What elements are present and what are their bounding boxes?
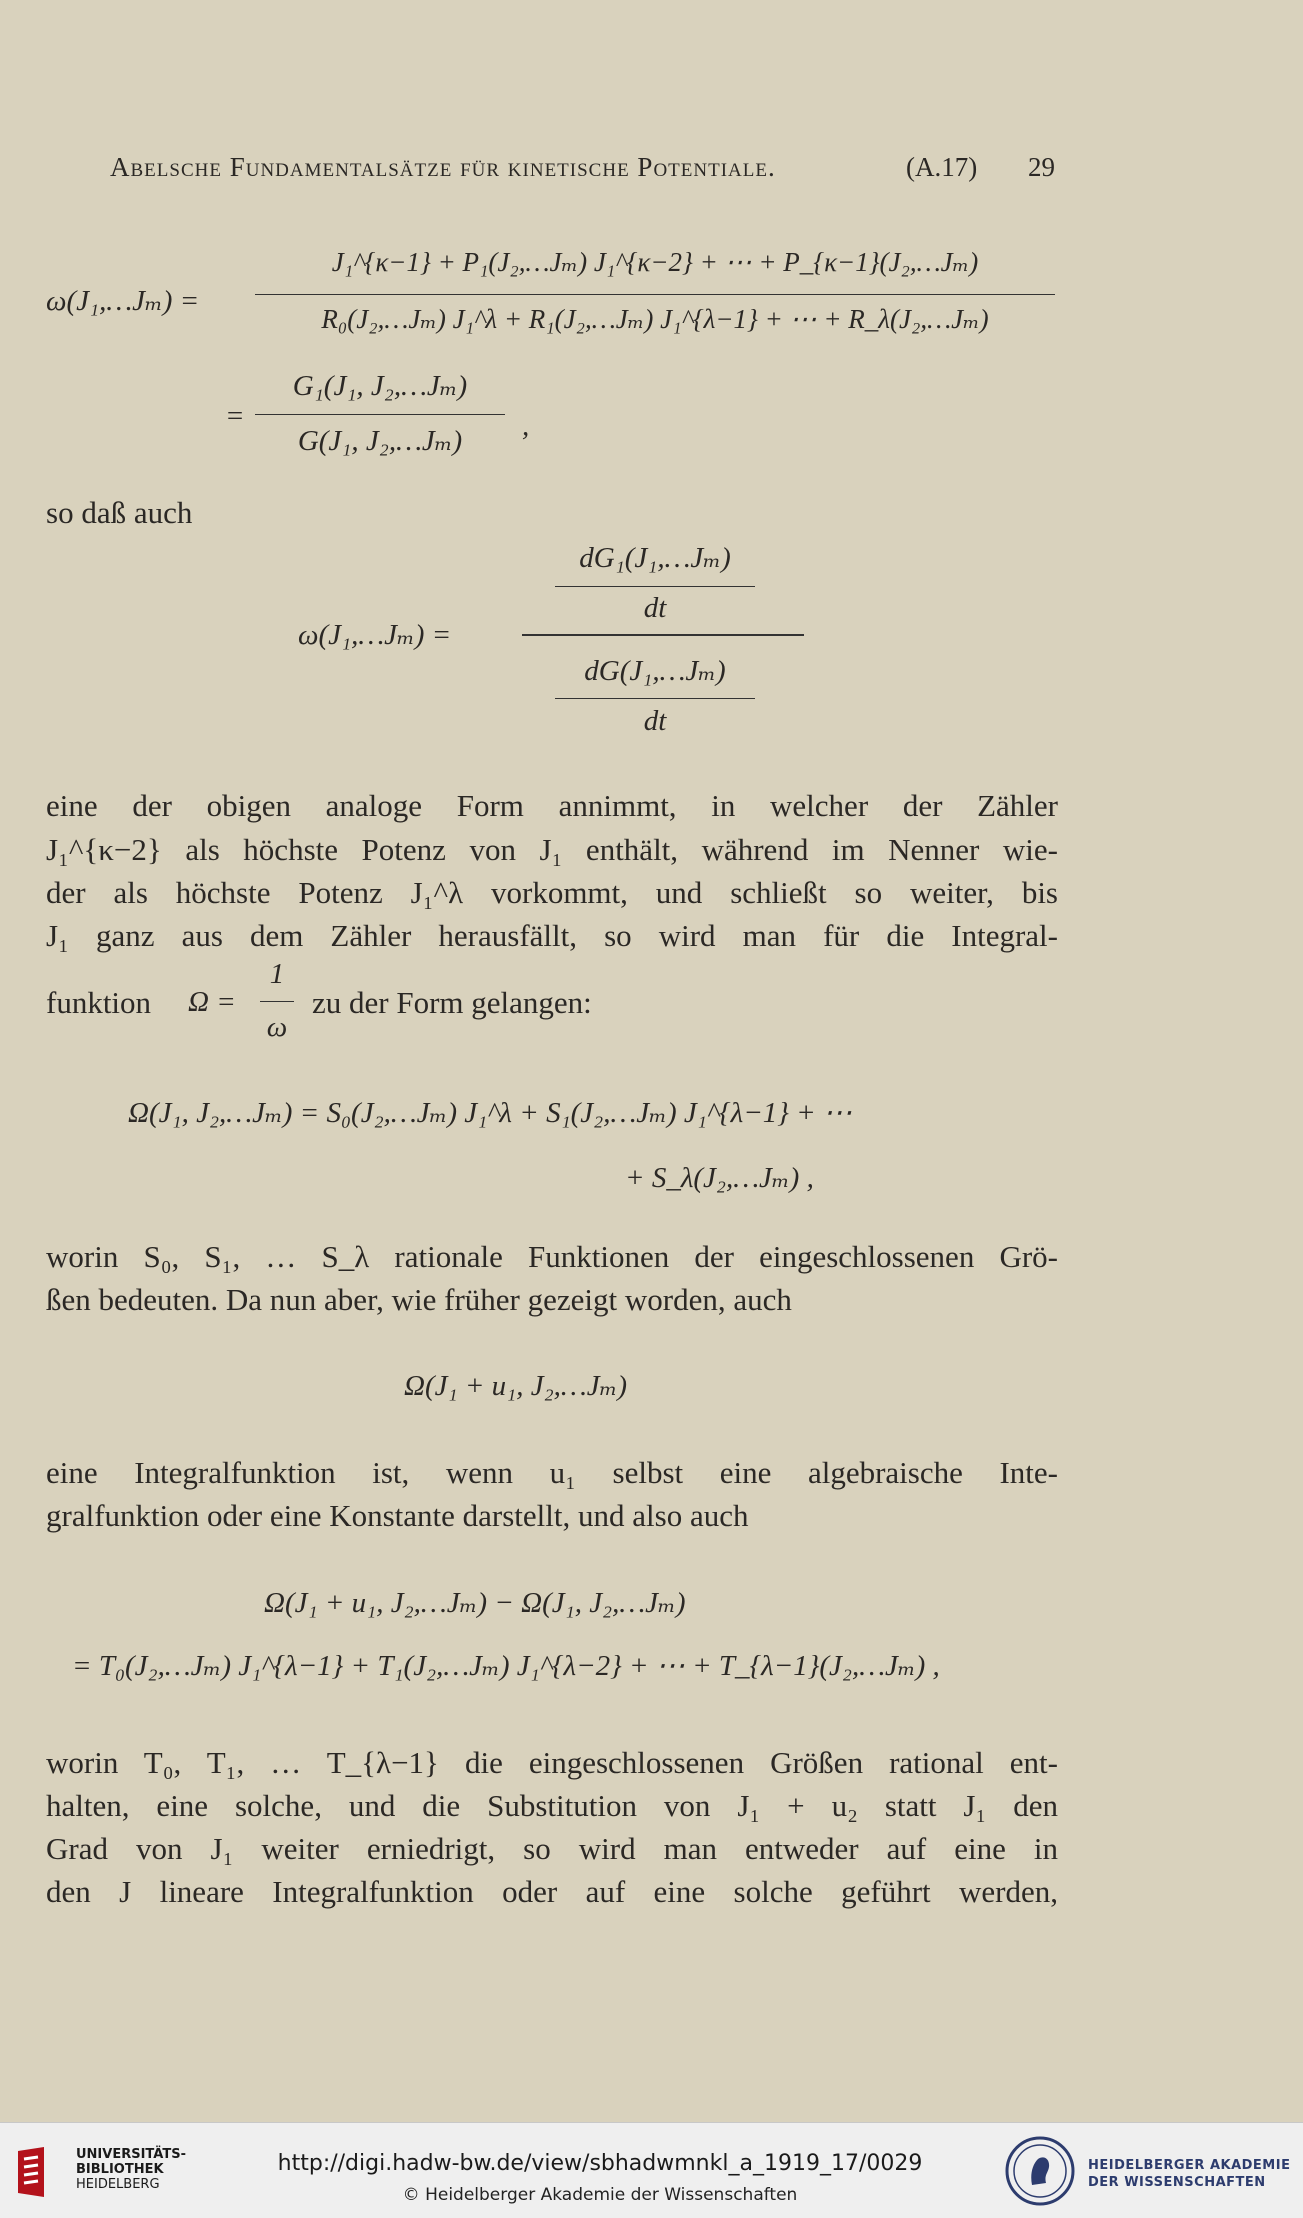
eq3-top-numerator: dG₁(J₁,…Jₘ) <box>579 542 731 574</box>
funktion-frac-bar <box>260 1001 294 1002</box>
eq3-top-inner-bar <box>555 586 755 587</box>
academy-seal-icon <box>1004 2135 1076 2207</box>
eq5: Ω(J₁ + u₁, J₂,…Jₘ) <box>404 1370 628 1402</box>
para1-line3: der als höchste Potenz J₁^λ vorkommt, und schließt so weiter, bis <box>46 875 1058 910</box>
text-so-dass-auch: so daß auch <box>46 495 193 530</box>
para4-line1: worin T₀, T₁, … T_{λ−1} die eingeschlossenen Größen rational ent- <box>46 1745 1058 1780</box>
eq1-denominator: R₀(J₂,…Jₘ) J₁^λ + R₁(J₂,…Jₘ) J₁^{λ−1} + ⋯ + R_λ(J₂,…Jₘ) <box>321 304 989 334</box>
eq3-bottom-numerator: dG(J₁,…Jₘ) <box>584 655 726 687</box>
eq1-numerator: J₁^{κ−1} + P₁(J₂,…Jₘ) J₁^{κ−2} + ⋯ + P_{κ−1}(J₂,…Jₘ) <box>331 247 979 277</box>
funktion-frac-den: ω <box>266 1011 288 1043</box>
eq4-line1: Ω(J₁, J₂,…Jₘ) = S₀(J₂,…Jₘ) J₁^λ + S₁(J₂,…Jₘ) J₁^{λ−1} + ⋯ <box>128 1097 852 1129</box>
eq1-fraction-bar <box>255 294 1055 295</box>
eq3-main-fraction-bar <box>522 634 804 636</box>
para3-line1: eine Integralfunktion ist, wenn u₁ selbst eine algebraische Inte- <box>46 1455 1058 1490</box>
eq2-equals: = <box>225 400 245 432</box>
permalink-url[interactable]: http://digi.hadw-bw.de/view/sbhadwmnkl_a_1919_17/0029 <box>277 2151 923 2176</box>
eq3-bottom-denominator: dt <box>643 705 667 737</box>
running-header-ref: (A.17) <box>906 152 978 182</box>
footer-bar <box>0 2122 1303 2218</box>
funktion-frac-num: 1 <box>269 958 285 990</box>
eq3-bottom-inner-bar <box>555 698 755 699</box>
eq3-lhs: ω(J₁,…Jₘ) = <box>298 619 452 651</box>
eq2-numerator: G₁(J₁, J₂,…Jₘ) <box>292 370 468 402</box>
eq4-line2: + S_λ(J₂,…Jₘ) , <box>625 1162 814 1194</box>
para4-line4: den J lineare Integralfunktion oder auf eine solche geführt werden, <box>46 1874 1058 1909</box>
para4-line3: Grad von J₁ weiter erniedrigt, so wird man entweder auf eine in <box>46 1831 1058 1866</box>
para4-line2: halten, eine solche, und die Substitution von J₁ + u₂ statt J₁ den <box>46 1788 1058 1823</box>
para1-line4: J₁ ganz aus dem Zähler herausfällt, so wird man für die Integral- <box>46 918 1058 953</box>
funktion-label: funktion <box>46 985 152 1020</box>
para1-line2: J₁^{κ−2} als höchste Potenz von J₁ enthält, während im Nenner wie- <box>46 832 1058 867</box>
para2-line1: worin S₀, S₁, … S_λ rationale Funktionen der eingeschlossenen Grö- <box>46 1239 1058 1274</box>
page-number: 29 <box>1028 152 1055 182</box>
eq2-fraction-bar <box>255 414 505 415</box>
academy-name: HEIDELBERGER AKADEMIE DER WISSENSCHAFTEN <box>1088 2158 1291 2190</box>
eq1-lhs: ω(J₁,…Jₘ) = <box>46 285 200 317</box>
copyright-notice: © Heidelberger Akademie der Wissenschaften <box>402 2185 798 2205</box>
university-library-name: UNIVERSITÄTS- BIBLIOTHEK HEIDELBERG <box>76 2147 186 2192</box>
university-library-logo-icon <box>14 2143 72 2201</box>
eq2-comma: , <box>522 410 530 442</box>
funktion-omega: Ω = <box>188 986 236 1018</box>
funktion-tail: zu der Form gelangen: <box>312 985 592 1020</box>
para1-line1: eine der obigen analoge Form annimmt, in welcher der Zähler <box>46 788 1058 823</box>
para2-line2: ßen bedeuten. Da nun aber, wie früher gezeigt worden, auch <box>46 1282 792 1317</box>
running-header-title: Abelsche Fundamentalsätze für kinetische Potentiale. <box>110 152 776 182</box>
eq6-line2: = T₀(J₂,…Jₘ) J₁^{λ−1} + T₁(J₂,…Jₘ) J₁^{λ−2} + ⋯ + T_{λ−1}(J₂,…Jₘ) , <box>72 1650 940 1682</box>
para3-line2: gralfunktion oder eine Konstante darstellt, und also auch <box>46 1498 749 1533</box>
eq6-line1: Ω(J₁ + u₁, J₂,…Jₘ) − Ω(J₁, J₂,…Jₘ) <box>264 1587 686 1619</box>
eq3-top-denominator: dt <box>643 592 667 624</box>
eq2-denominator: G(J₁, J₂,…Jₘ) <box>297 425 463 457</box>
